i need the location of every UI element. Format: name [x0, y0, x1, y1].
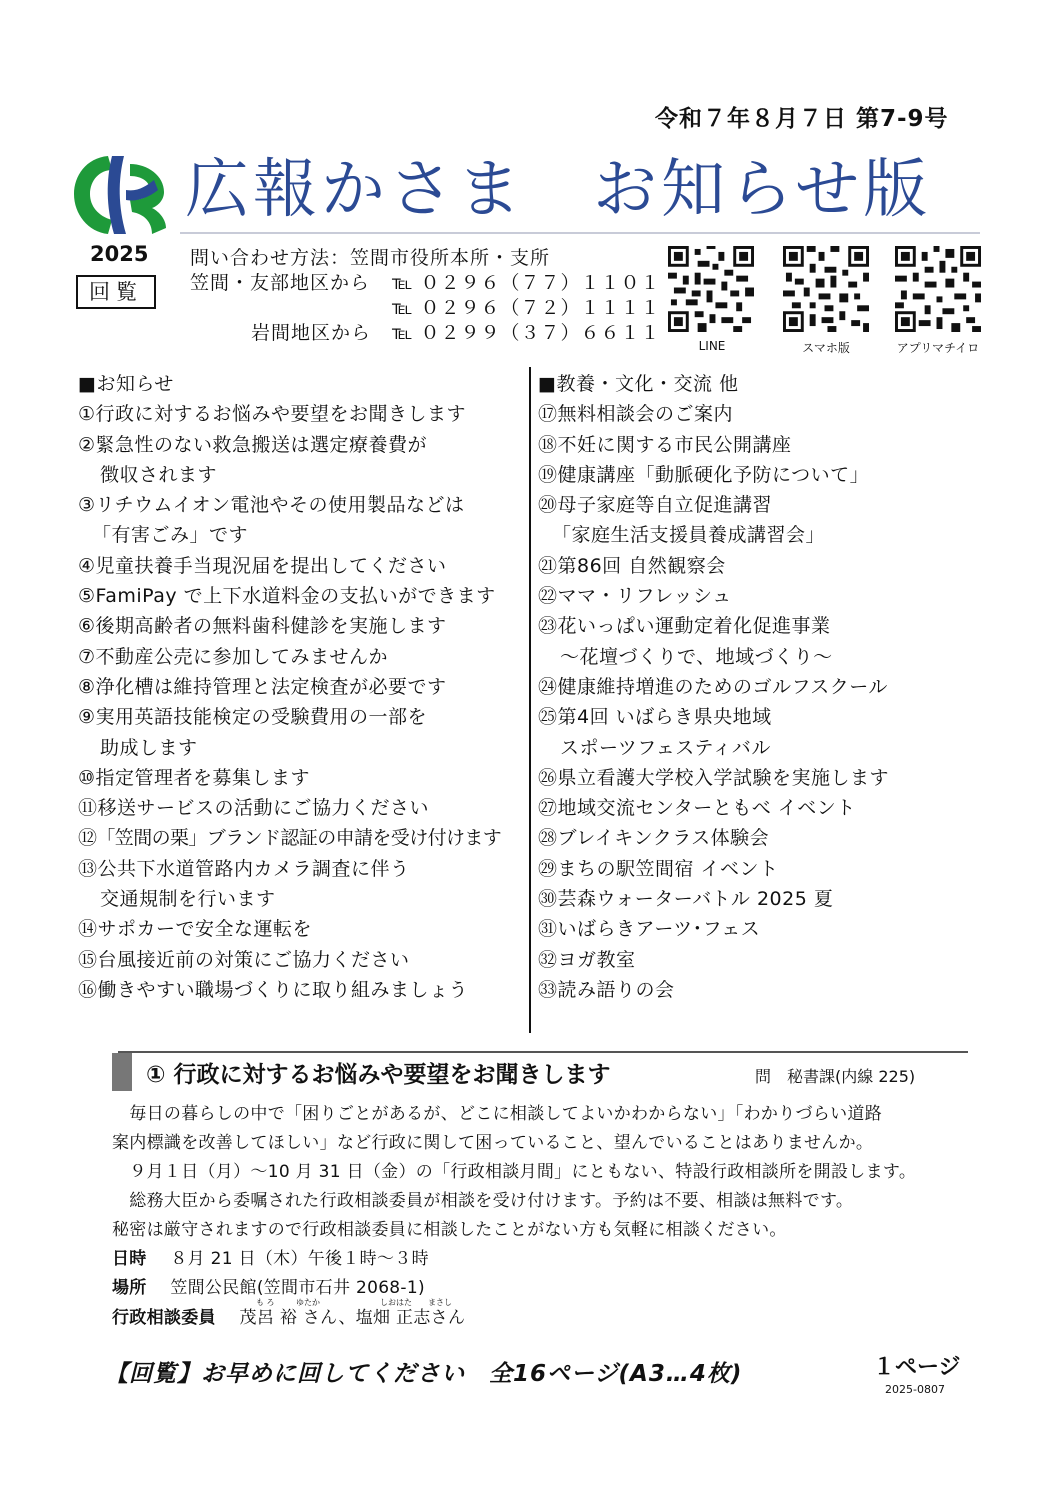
list-item[interactable]: ⑤FamiPay で上下水道料金の支払いができます: [78, 585, 496, 608]
paragraph-line: ９月１日（月）～10 月 31 日（金）の「行政相談月間」にともない、特設行政相談所を開設します。: [112, 1162, 917, 1182]
list-item[interactable]: ④児童扶養手当現況届を提出してください: [78, 554, 447, 577]
section-marker: [112, 1053, 132, 1091]
list-item[interactable]: ⑪移送サービスの活動にご協力ください: [78, 797, 430, 820]
qr-label-app: アプリマチイロ: [896, 341, 980, 355]
kairan-badge: 回覧: [76, 275, 156, 309]
list-item[interactable]: ⑨実用英語技能検定の受験費用の一部を: [78, 706, 428, 729]
list-item[interactable]: ①行政に対するお悩みや要望をお聞きします: [78, 403, 467, 426]
committee-label: 行政相談委員: [112, 1308, 216, 1328]
ruby-yutaka: ゆたか: [296, 1298, 320, 1307]
list-item[interactable]: ⑦不動産公売に参加してみませんか: [78, 645, 389, 668]
list-item[interactable]: ⑮台風接近前の対策にご協力ください: [78, 948, 410, 971]
list-item[interactable]: ⑰無料相談会のご案内: [538, 403, 734, 426]
ruby-masashi: まさし: [428, 1298, 452, 1307]
list-item[interactable]: ㉔健康維持増進のためのゴルフスクール: [538, 675, 888, 698]
list-item[interactable]: ⑯働きやすい職場づくりに取り組みましょう: [78, 978, 469, 1001]
list-item-cont[interactable]: 徴収されます: [100, 463, 218, 486]
list-item[interactable]: ⑬公共下水道管路内カメラ調査に伴う: [78, 857, 410, 880]
right-heading: ■教養・文化・交流 他: [538, 373, 739, 395]
list-item-cont[interactable]: 交通規制を行います: [100, 888, 276, 911]
committee-value: 茂呂 裕 さん、塩畑 正志さん: [239, 1308, 466, 1328]
column-divider: [529, 367, 531, 1033]
city-logo-icon: [68, 150, 170, 238]
qr-label-smartphone: スマホ版: [802, 341, 850, 355]
list-item-cont[interactable]: ～花壇づくりで、地域づくり～: [560, 645, 833, 668]
list-item[interactable]: ⑭サポカーで安全な運転を: [78, 918, 313, 941]
list-item[interactable]: ㉙まちの駅笠間宿 イベント: [538, 857, 779, 880]
contact-method: 問い合わせ方法：笠間市役所本所・支所: [190, 247, 551, 269]
list-item[interactable]: ㉕第4回 いばらき県央地域: [538, 706, 772, 729]
place-value: 笠間公民館(笠間市石井 2068-1): [170, 1278, 425, 1298]
committee-row: [112, 1304, 465, 1333]
title-rule: [180, 232, 980, 234]
contact-tel-1: ℡ ０２９６（７７）１１０１: [392, 272, 661, 294]
qr-label-line: LINE: [698, 339, 726, 353]
list-item[interactable]: ㉗地域交流センターともべ イベント: [538, 797, 856, 820]
date-value: ８月 21 日（木）午後１時～３時: [170, 1249, 429, 1269]
contact-tel-3: ℡ ０２９９（３７）６６１１: [392, 322, 661, 344]
list-item[interactable]: ㉜ヨガ教室: [538, 948, 636, 971]
ruby-shiohata: しおはた: [380, 1298, 412, 1307]
doc-code: 2025-0807: [885, 1383, 945, 1396]
paragraph-line: 案内標識を改善してほしい」など行政に関して困っていること、望んでいることはありませんか。: [112, 1133, 874, 1153]
year: 2025: [90, 242, 149, 266]
ruby-moro: も ろ: [256, 1298, 275, 1307]
footer-notice: 【回覧】お早めに回してください 全16ページ(A3…4枚): [105, 1361, 743, 1387]
paragraph-line: 総務大臣から委嘱された行政相談委員が相談を受け付けます。予約は不要、相談は無料です。: [112, 1191, 854, 1211]
left-heading: ■お知らせ: [78, 373, 174, 395]
list-item[interactable]: ③リチウムイオン電池やその使用製品などは: [78, 494, 465, 517]
right-column: [538, 369, 889, 1005]
list-item-cont[interactable]: 「有害ごみ」です: [92, 524, 249, 547]
list-item[interactable]: ㉖県立看護大学校入学試験を実施します: [538, 766, 890, 789]
list-item[interactable]: ㉑第86回 自然観察会: [538, 554, 726, 577]
list-item[interactable]: ⑳母子家庭等自立促進講習: [538, 494, 773, 517]
list-item[interactable]: ㉚芸森ウォーターバトル 2025 夏: [538, 888, 834, 911]
issue-number: 令和７年８月７日 第7-9号: [655, 106, 949, 132]
list-item[interactable]: ②緊急性のない救急搬送は選定療養費が: [78, 433, 428, 456]
contact-area-1: 笠間・友部地区から: [190, 272, 371, 294]
list-item-cont[interactable]: スポーツフェスティバル: [560, 736, 771, 759]
section-title: ① 行政に対するお悩みや要望をお聞きします: [146, 1062, 611, 1088]
list-item[interactable]: ㉘ブレイキンクラス体験会: [538, 827, 770, 850]
list-item[interactable]: ⑧浄化槽は維持管理と法定検査が必要です: [78, 675, 447, 698]
list-item[interactable]: ⑥後期高齢者の無料歯科健診を実施します: [78, 615, 447, 638]
list-item[interactable]: ⑱不妊に関する市民公開講座: [538, 433, 792, 456]
list-item[interactable]: ⑲健康講座「動脈硬化予防について」: [538, 463, 870, 486]
place-label: 場所: [112, 1278, 147, 1298]
date-row: [112, 1245, 429, 1274]
paragraph-line: 秘密は厳守されますので行政相談委員に相談したことがない方も気軽に相談ください。: [112, 1220, 787, 1240]
page-number: １ページ: [873, 1355, 961, 1380]
paragraph-line: 毎日の暮らしの中で「困りごとがあるが、どこに相談してよいかわからない」「わかりづらい道路: [112, 1104, 882, 1124]
section-contact: 問 秘書課(内線 225): [755, 1067, 916, 1086]
list-item[interactable]: ⑫「笠間の栗」ブランド認証の申請を受け付けます: [78, 827, 502, 850]
contact-area-3: 岩間地区から: [251, 322, 372, 344]
list-item[interactable]: ⑩指定管理者を募集します: [78, 766, 311, 789]
qr-code-line-icon[interactable]: [668, 246, 754, 332]
qr-code-app-icon[interactable]: [895, 246, 981, 332]
section-body: [112, 1100, 916, 1245]
contact-tel-2: ℡ ０２９６（７２）１１１１: [392, 297, 661, 319]
section-rule: [118, 1051, 968, 1053]
page-title: 広報かさま お知らせ版: [185, 153, 932, 227]
list-item[interactable]: ㉝読み語りの会: [538, 978, 675, 1001]
left-column: [78, 369, 501, 1005]
date-label: 日時: [112, 1249, 147, 1269]
list-item-cont[interactable]: 「家庭生活支援員養成講習会」: [552, 524, 826, 547]
list-item[interactable]: ㉓花いっぱい運動定着化促進事業: [538, 615, 831, 638]
list-item[interactable]: ㉛いばらきアーツ･フェス: [538, 918, 761, 941]
qr-code-smartphone-icon[interactable]: [783, 246, 869, 332]
list-item[interactable]: ㉒ママ・リフレッシュ: [538, 585, 732, 608]
list-item-cont[interactable]: 助成します: [100, 736, 198, 759]
